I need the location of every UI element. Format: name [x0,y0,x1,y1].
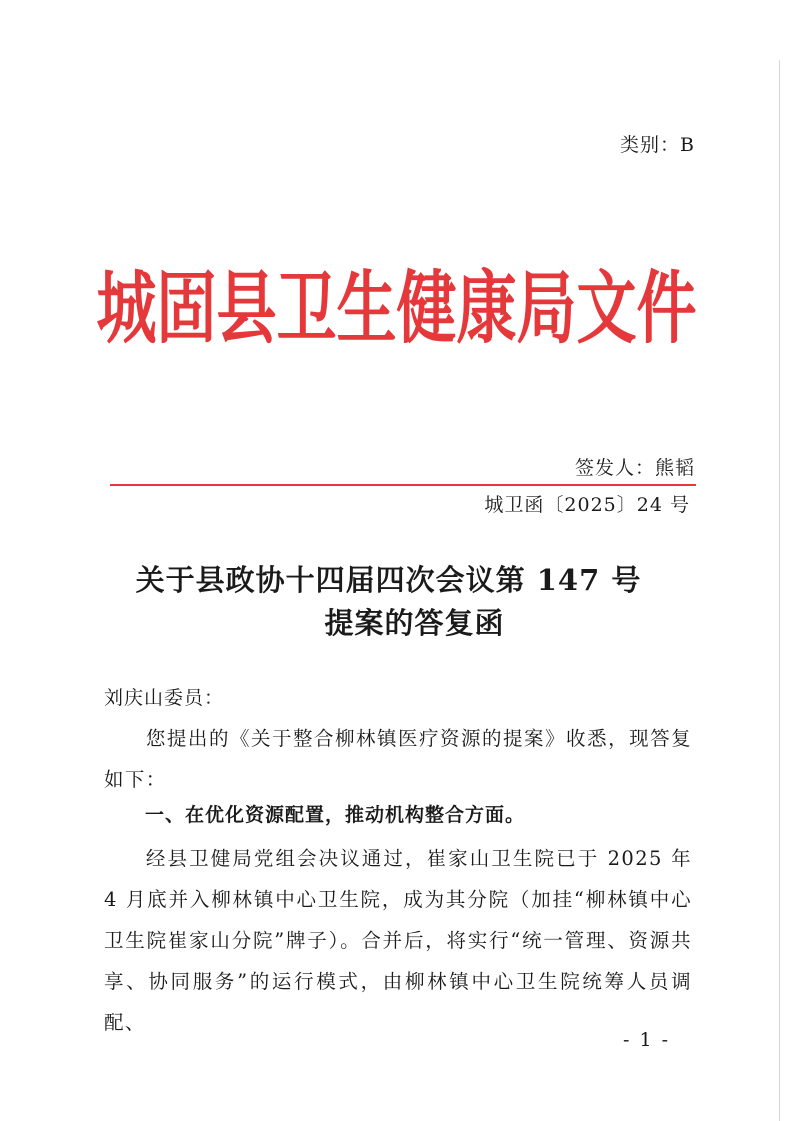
issuer-line: 签发人：熊韬 [574,457,695,479]
document-title-line-2: 提案的答复函 [324,606,505,640]
red-divider [110,484,696,486]
document-category: 类别：B [620,134,695,156]
page-number: - 1 - [623,1029,671,1051]
salutation: 刘庆山委员： [104,687,225,709]
document-number: 城卫函〔2025〕24 号 [484,494,690,516]
document-title-line-1: 关于县政协十四届四次会议第 147 号 [135,563,642,597]
body-paragraph-1: 您提出的《关于整合柳林镇医疗资源的提案》收悉，现答复如下： [104,727,692,791]
masthead-title: 城固县卫生健康局文件 [96,262,697,356]
section-heading-1: 一、在优化资源配置，推动机构整合方面。 [145,804,526,826]
body-paragraph-2: 经县卫健局党组会决议通过，崔家山卫生院已于 2025 年 4 月底并入柳林镇中心卫生院，成为其分院（加挂“柳林镇中心卫生院崔家山分院”牌子）。合并后，将实行“统一管理、资源共享、协同服务”的运行模式，由柳林镇中心卫生院统筹人员调配、 [104,847,692,1034]
